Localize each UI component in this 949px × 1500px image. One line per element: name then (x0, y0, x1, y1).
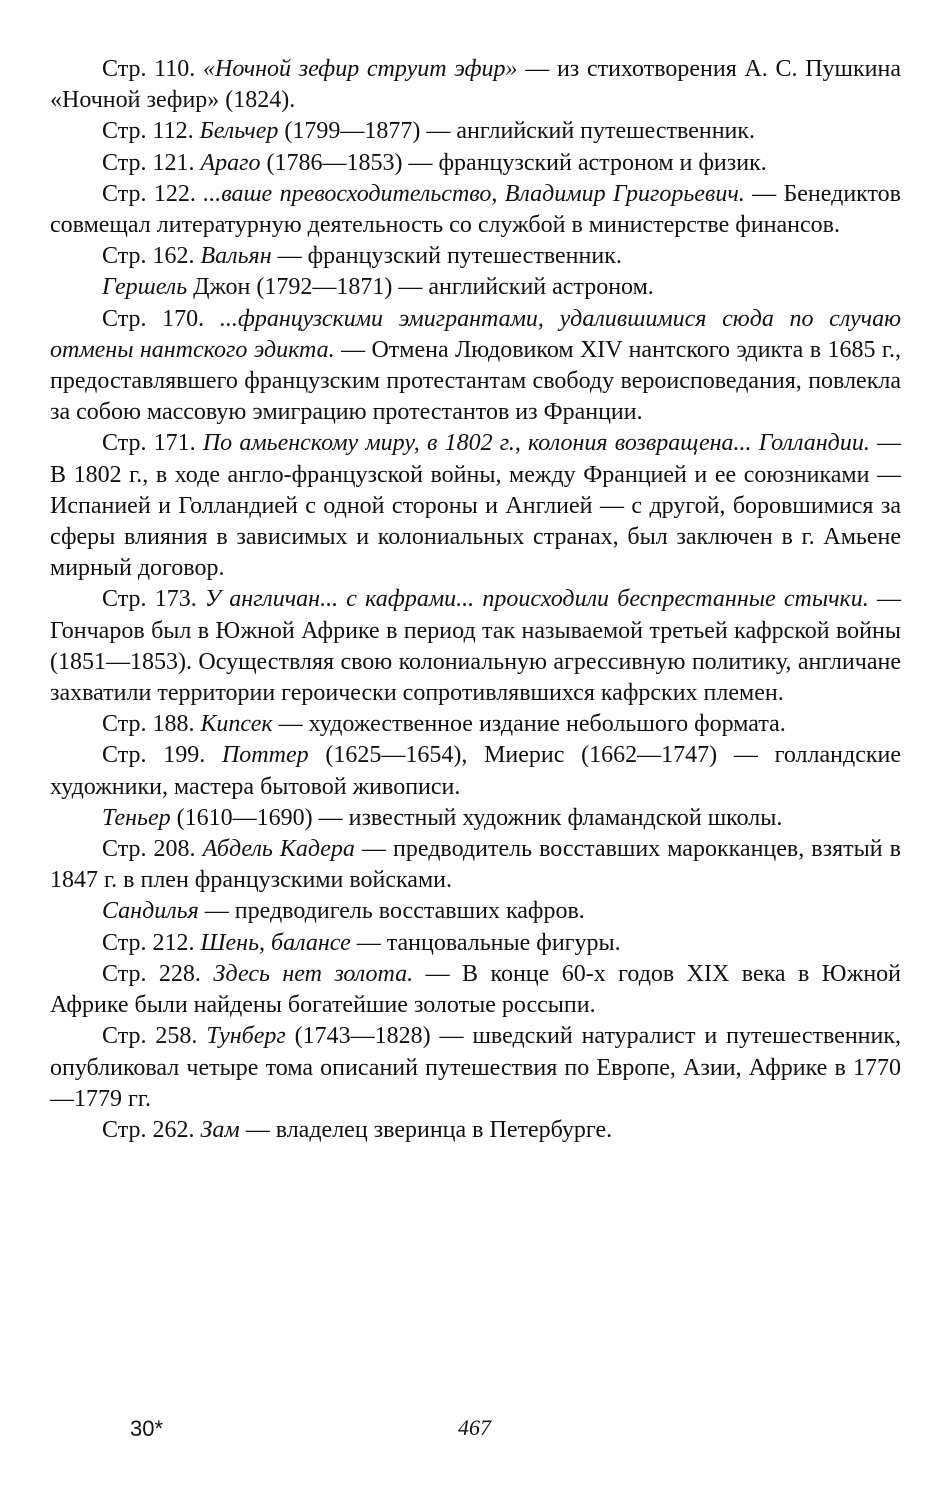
note-term: Тунберг (206, 1023, 286, 1050)
note-text: (1610—1690) — известный художник фламандской школы. (170, 804, 783, 831)
note-paragraph (50, 241, 901, 272)
note-paragraph (50, 709, 901, 740)
note-text: — из стихотворения А. С. Пушкина «Ночной зефир» (1824). (50, 56, 902, 114)
note-ref: Стр. 262. (102, 1116, 195, 1143)
note-term: ...ваше превосходительство, Владимир Григорьевич. (203, 180, 745, 207)
note-ref: Стр. 121. (102, 149, 195, 176)
note-term: Бельчер (199, 118, 279, 145)
note-paragraph (50, 1115, 901, 1146)
note-text: (1743—1828) — шведский натуралист и путешественник, опубликовал четыре тома описаний путешествия по Европе, Азии, Африке в 1770—1779 гг. (50, 1023, 902, 1112)
note-ref: Стр. 208. (102, 836, 196, 863)
note-term: Поттер (221, 742, 309, 769)
note-ref: Стр. 173. (102, 586, 197, 613)
note-text: — В 1802 г., в ходе англо-французской войны, между Францией и ее союзниками — Испанией и Голландией с одной стороны и Англией — с другой, боровшимися за сферы влияния в зависимых и колониальных странах, был заключен в г. Амьене мирный договор. (50, 430, 902, 582)
note-paragraph (50, 54, 901, 116)
note-paragraph (50, 959, 901, 1021)
note-ref: Стр. 199. (102, 742, 206, 769)
note-paragraph (50, 304, 901, 429)
note-term: Гершель (102, 274, 188, 301)
note-text: — Гончаров был в Южной Африке в период так называемой третьей кафрской войны (1851—1853). Осуществляя свою колониальную агрессивную политику, англичане захватили территории героически сопротивлявшихся кафрских племен. (50, 586, 901, 707)
note-ref: Стр. 162. (102, 243, 195, 270)
note-text: — французский путешественник. (271, 243, 622, 270)
note-ref: Стр. 258. (102, 1023, 198, 1050)
note-term: Абдель Кадера (202, 836, 355, 863)
note-term: Здесь нет золота. (213, 960, 414, 987)
note-term: Сандилья (102, 898, 199, 925)
note-text: (1786—1853) — французский астроном и физик. (260, 149, 767, 176)
note-term: У англичан... с кафрами... происходили беспрестанные стычки. (204, 586, 869, 613)
note-paragraph (50, 272, 901, 303)
note-ref: Стр. 170. (102, 305, 205, 332)
note-ref: Стр. 188. (102, 711, 195, 738)
note-paragraph (50, 428, 901, 584)
note-paragraph (50, 148, 901, 179)
note-paragraph (50, 896, 901, 927)
note-text: (1799—1877) — английский путешественник. (278, 118, 756, 145)
page-number: 467 (458, 1415, 491, 1440)
note-term: ...французскими эмигрантами, удалившимися сюда по случаю отмены нантского эдикта. (50, 305, 902, 363)
note-text: — танцовальные фигуры. (350, 929, 621, 956)
notes-text (50, 54, 901, 1146)
note-paragraph (50, 1021, 901, 1115)
note-ref: Стр. 110. (102, 56, 196, 82)
note-ref: Стр. 122. (102, 180, 196, 207)
note-term: Араго (200, 149, 261, 176)
note-term: Зам (200, 1116, 240, 1143)
note-paragraph (50, 740, 901, 802)
note-text: — В конце 60-х годов XIX века в Южной Африке были найдены богатейшие золотые россыпи. (50, 960, 902, 1019)
note-paragraph (50, 179, 901, 241)
note-term: Теньер (102, 804, 171, 831)
note-paragraph (50, 803, 901, 834)
note-text: — Бенедиктов совмещал литературную деятельность со службой в министерстве финансов. (50, 180, 902, 239)
note-text: — художественное издание небольшого формата. (272, 711, 786, 738)
note-paragraph (50, 116, 901, 147)
note-text: — предводигель восставших кафров. (198, 898, 585, 925)
note-term: Шень, балансе (200, 929, 351, 956)
note-ref: Стр. 212. (102, 929, 195, 956)
note-ref: Стр. 112. (102, 118, 194, 145)
note-text: — предводитель восставших марокканцев, взятый в 1847 г. в плен французскими войсками. (50, 836, 901, 894)
note-paragraph (50, 928, 901, 959)
note-term: По амьенскому миру, в 1802 г., колония возвращена... Голландии. (202, 430, 870, 457)
note-ref: Стр. 171. (102, 430, 196, 457)
note-text: Джон (1792—1871) — английский астроном. (187, 274, 654, 301)
note-text: — владелец зверинца в Петербурге. (239, 1116, 613, 1143)
note-paragraph (50, 584, 901, 709)
note-text: — Отмена Людовиком XIV нантского эдикта в 1685 г., предоставлявшего французским протестантам свободу вероисповедания, повлекла за собою массовую эмиграцию протестантов из Франции. (50, 336, 901, 426)
signature-mark: 30* (130, 1416, 164, 1441)
note-term: Вальян (200, 243, 272, 270)
note-term: Кипсек (200, 711, 273, 738)
note-term: «Ночной зефир струит эфир» (202, 56, 518, 82)
note-paragraph (50, 834, 901, 896)
note-text: (1625—1654), Миерис (1662—1747) — голландские художники, мастера бытовой живописи. (50, 742, 902, 800)
note-ref: Стр. 228. (102, 960, 201, 987)
